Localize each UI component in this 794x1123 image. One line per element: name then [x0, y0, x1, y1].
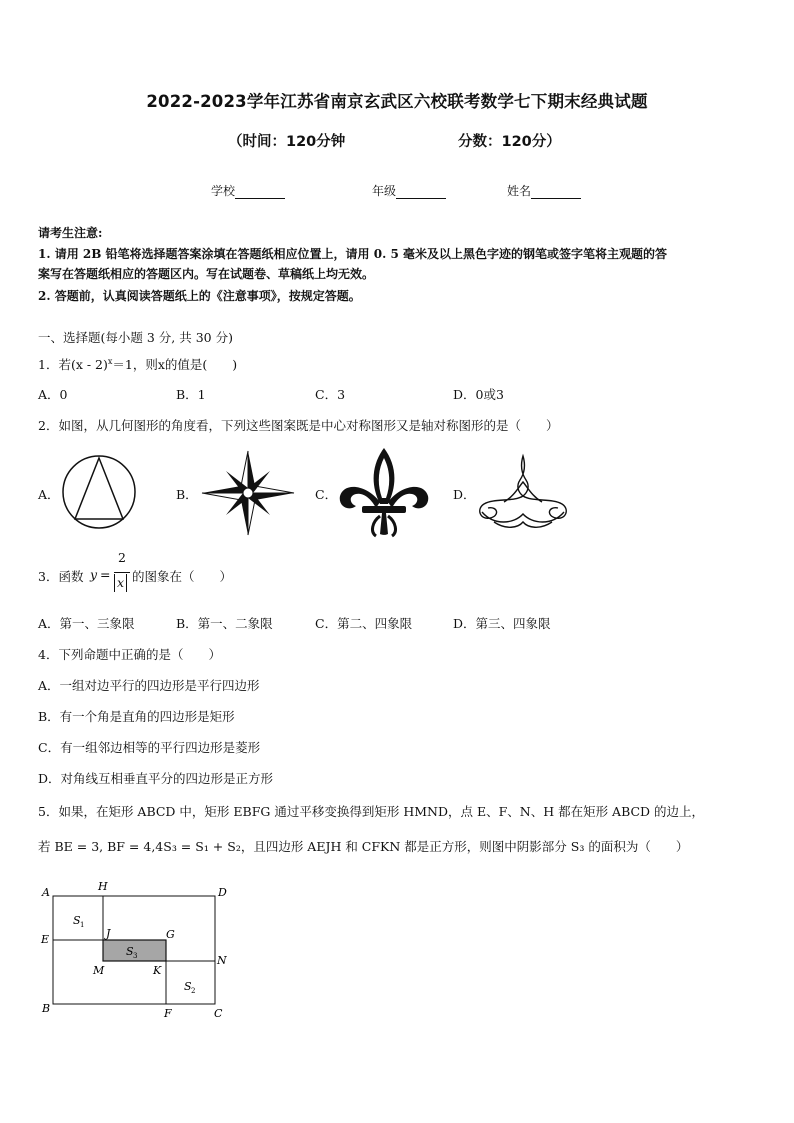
label-k: K — [153, 964, 162, 977]
q3-numerator: 2 — [118, 550, 126, 565]
q3-stem-pre: 3．函数 — [38, 569, 84, 584]
section-heading: 一、选择题(每小题 3 分, 共 30 分) — [38, 330, 233, 345]
q1-option-b[interactable]: B．1 — [176, 387, 206, 402]
grade-field — [372, 182, 446, 199]
q1-stem — [38, 355, 237, 373]
q5-line1: 5．如果，在矩形 ABCD 中，矩形 EBFG 通过平移变换得到矩形 HMND，点 E、F、N、H 都在矩形 ABCD 的边上， — [38, 804, 705, 819]
q3-option-b[interactable]: B．第一、二象限 — [176, 616, 273, 631]
q4-stem: 4．下列命题中正确的是（ ） — [38, 647, 221, 662]
q4-option-c[interactable]: C．有一组邻边相等的平行四边形是菱形 — [38, 740, 261, 755]
fraction-bar — [114, 572, 130, 573]
q2-stem: 2．如图，从几何图形的角度看，下列这些图案既是中心对称图形又是轴对称图形的是（ ） — [38, 418, 559, 433]
grade-label: 年级 — [372, 184, 397, 198]
q5-line2: 若 BE = 3, BF = 4,4S₃ = S₁ + S₂，且四边形 AEJH 和 CFKN 都是正方形，则图中阴影部分 S₃ 的面积为（ ） — [38, 839, 689, 854]
notice-heading: 请考生注意: — [38, 226, 103, 240]
q3-denominator — [114, 574, 127, 592]
label-s3-sub: 3 — [133, 952, 138, 960]
q3-option-d[interactable]: D．第三、四象限 — [453, 616, 551, 631]
label-d: D — [218, 886, 227, 899]
notice-item1-line2: 案写在答题纸相应的答题区内。写在试题卷、草稿纸上均无效。 — [38, 267, 375, 281]
q3-stem-post: 的图象在（ ） — [132, 569, 233, 584]
label-h: H — [98, 880, 108, 893]
grade-blank[interactable] — [396, 186, 446, 199]
label-s3: S — [126, 945, 134, 958]
name-field — [507, 182, 581, 199]
label-s1: S — [73, 914, 81, 927]
label-a: A — [42, 886, 50, 899]
q1-stem-pre: 1．若(x - 2) — [38, 357, 108, 372]
q2-option-a[interactable]: A． — [38, 487, 60, 502]
q1-stem-post: ＝1，则x的值是( ) — [112, 357, 238, 372]
label-s1-sub: 1 — [80, 921, 85, 929]
fleur-de-lis-figure — [336, 444, 432, 540]
name-blank[interactable] — [531, 186, 581, 199]
label-n: N — [217, 954, 227, 967]
school-label: 学校 — [211, 184, 236, 198]
q1-option-d[interactable]: D．0或3 — [453, 387, 504, 402]
q1-exponent: x — [107, 356, 113, 366]
q3-y: y — [90, 567, 98, 582]
q3-eq: = — [100, 567, 111, 582]
q4-option-d[interactable]: D．对角线互相垂直平分的四边形是正方形 — [38, 771, 274, 786]
q2-option-c[interactable]: C． — [315, 487, 338, 502]
notice-item1-line1: 1. 请用 2B 铅笔将选择题答案涂填在答题纸相应位置上，请用 0. 5 毫米及以上黑色字迹的钢笔或签字笔将主观题的答 — [38, 247, 667, 261]
label-b: B — [42, 1002, 51, 1015]
school-blank[interactable] — [235, 186, 285, 199]
label-c: C — [214, 1007, 223, 1020]
label-s2-sub: 2 — [191, 987, 196, 995]
q3-option-c[interactable]: C．第二、四象限 — [315, 616, 413, 631]
label-g: G — [166, 928, 175, 941]
exam-score: 分数：120分） — [458, 134, 561, 150]
q3-option-a[interactable]: A．第一、三象限 — [38, 616, 135, 631]
q1-option-a[interactable]: A．0 — [38, 387, 68, 402]
q4-option-b[interactable]: B．有一个角是直角的四边形是矩形 — [38, 709, 235, 724]
ornament-figure — [474, 452, 572, 532]
school-field — [211, 182, 285, 199]
label-s2: S — [184, 980, 192, 993]
page-title: 2022-2023学年江苏省南京玄武区六校联考数学七下期末经典试题 — [146, 92, 648, 111]
q2-option-b[interactable]: B． — [176, 487, 198, 502]
q1-option-c[interactable]: C．3 — [315, 387, 346, 402]
compass-star-figure — [200, 448, 296, 538]
q4-option-a[interactable]: A．一组对边平行的四边形是平行四边形 — [38, 678, 260, 693]
notice-item2: 2. 答题前，认真阅读答题纸上的《注意事项》，按规定答题。 — [38, 289, 361, 303]
q2-option-d[interactable]: D． — [453, 487, 476, 502]
label-f: F — [164, 1007, 172, 1020]
q3-x: x — [117, 575, 125, 590]
exam-time: （时间：120分钟 — [228, 134, 346, 150]
name-label: 姓名 — [507, 184, 532, 198]
label-j: J — [106, 927, 111, 940]
rectangle-figure — [38, 878, 238, 1023]
label-m: M — [93, 964, 105, 977]
label-e: E — [41, 933, 50, 946]
circle-triangle-figure — [60, 453, 138, 531]
